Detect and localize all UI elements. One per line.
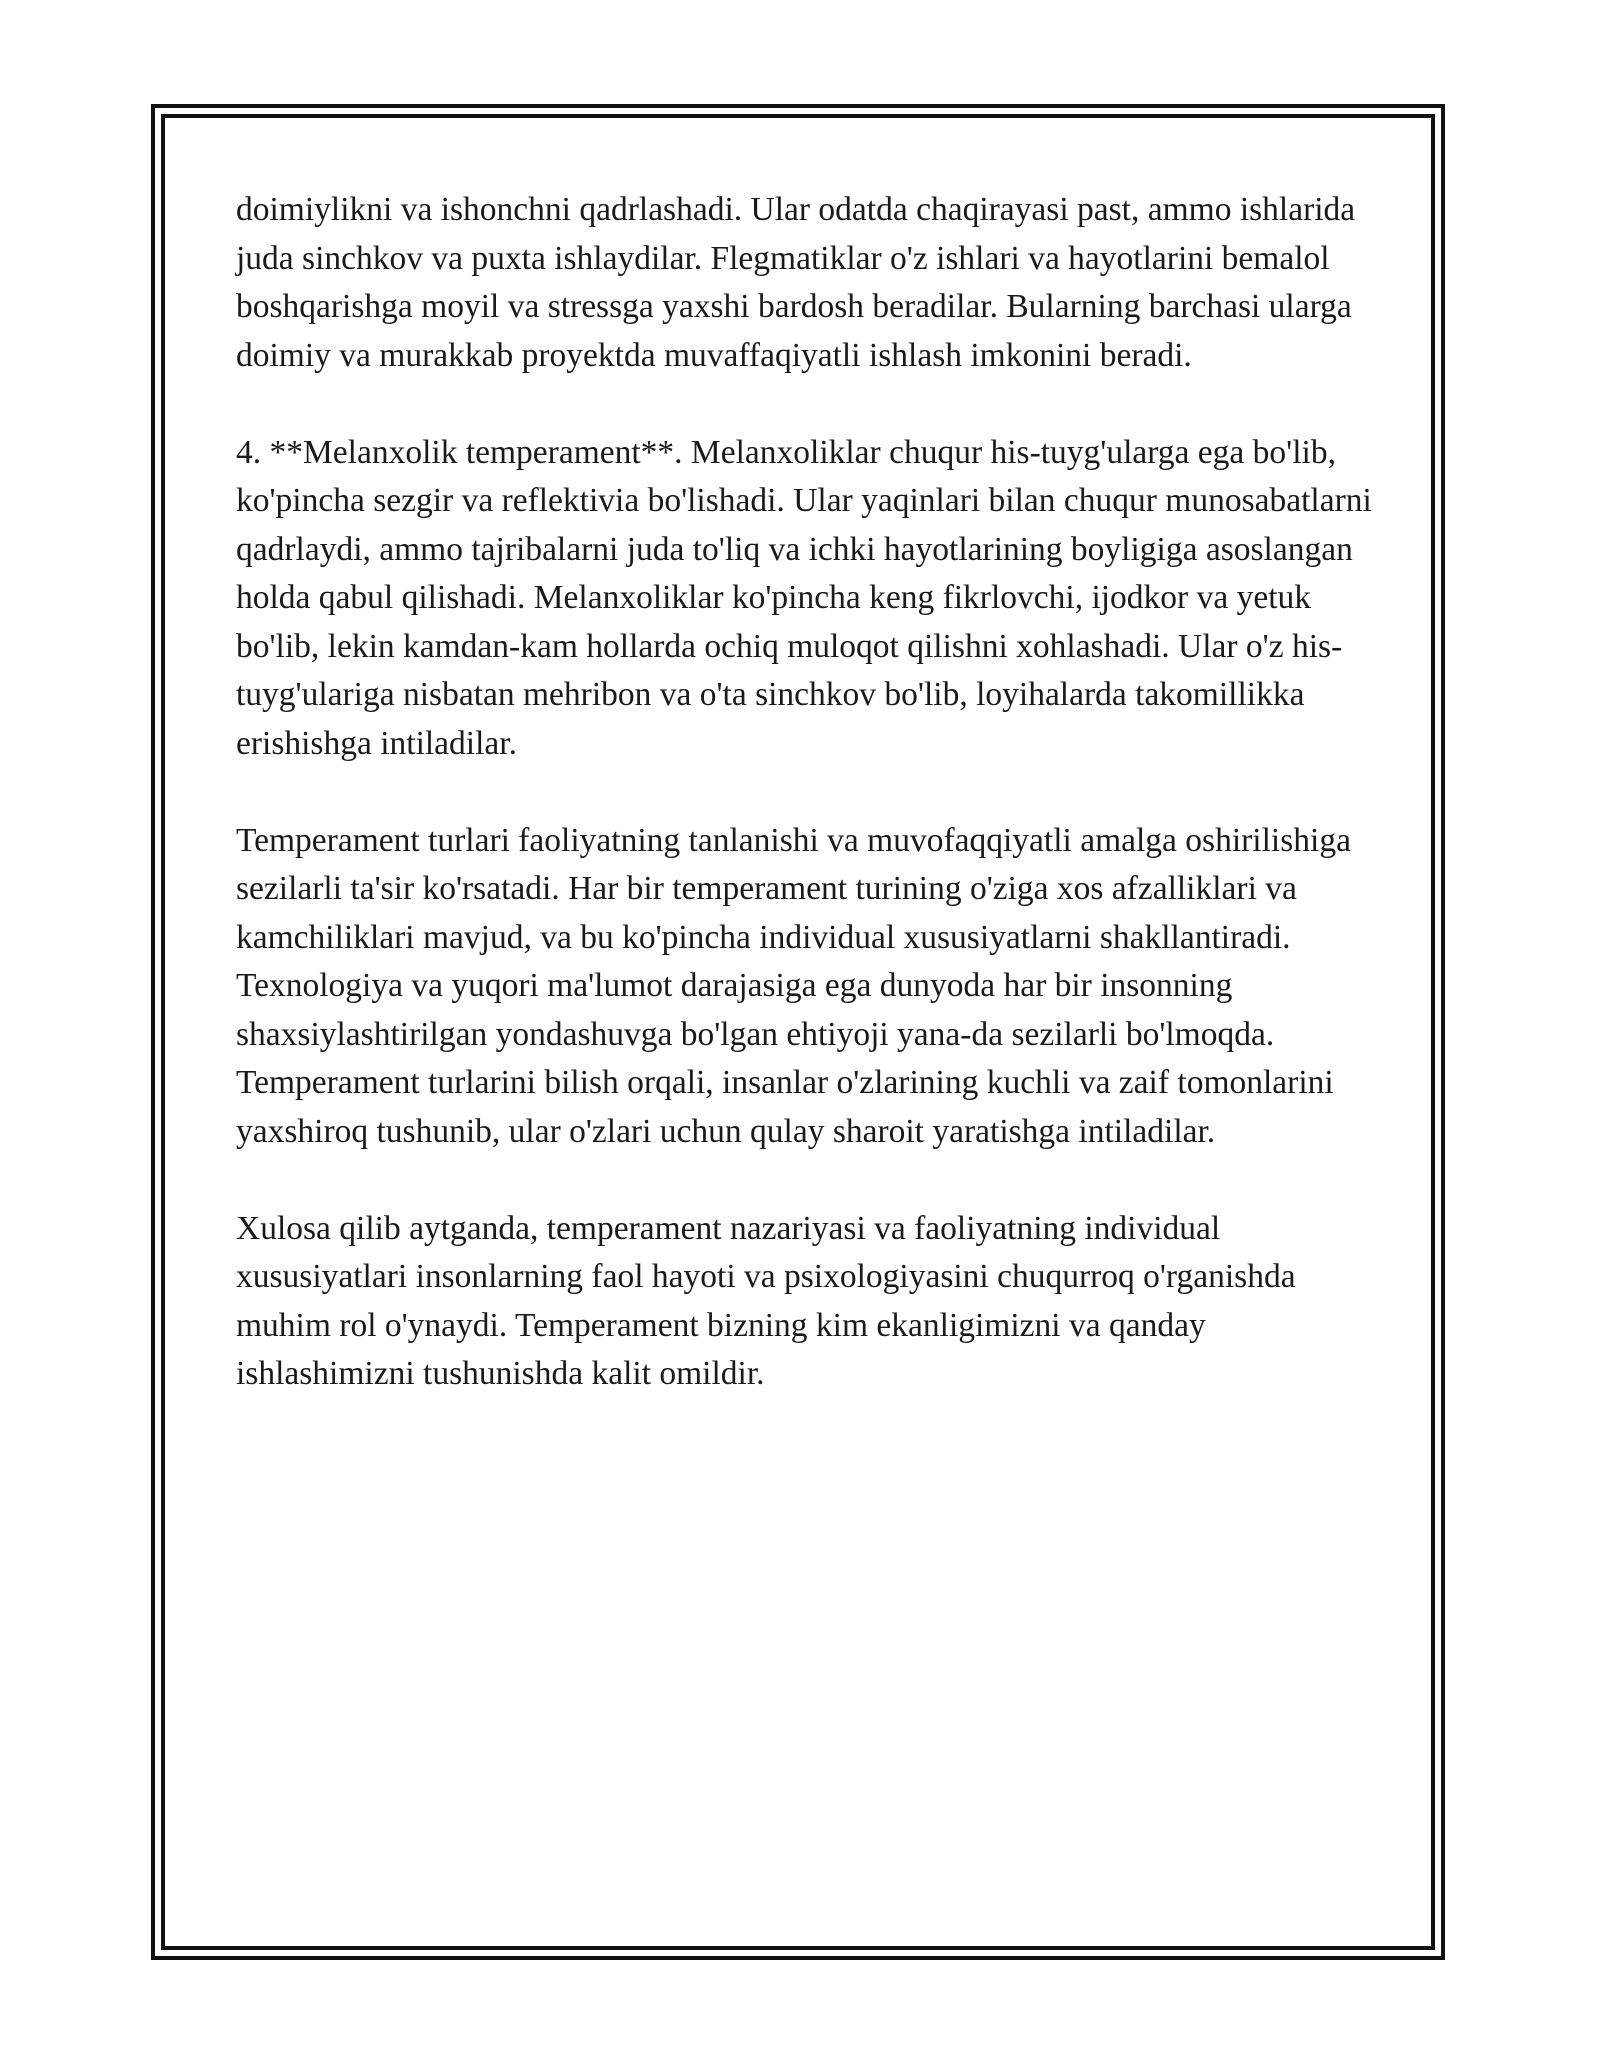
paragraph-xulosa: Xulosa qilib aytganda, temperament nazariyasi va faoliyatning individual xususiyatlari insonlarning faol hayoti va psixologiyasini chuqurroq o'rganishda muhim rol o'ynaydi. Temperament bizning kim ekanligimizni va qanday ishlashimizni tushunishda kalit omildir. <box>236 1209 1296 1392</box>
paragraph-flegmatik-continuation: doimiylikni va ishonchni qadrlashadi. Ular odatda chaqirayasi past, ammo ishlarida juda sinchkov va puxta ishlaydilar. Flegmatiklar o'z ishlari va hayotlarini bemalol boshqarishga moyil va stressga yaxshi bardosh beradilar. Bularning barchasi ularga doimiy va murakkab proyektda muvaffaqiyatli ishlash imkonini beradi. <box>236 191 1356 374</box>
paragraph-temperament-turlari: Temperament turlari faoliyatning tanlanishi va muvofaqqiyatli amalga oshirilishiga sezilarli ta'sir ko'rsatadi. Har bir temperament turining o'ziga xos afzalliklari va kamchiliklari mavjud, va bu ko'pincha individual xususiyatlarni shakllantiradi. Texnologiya va yuqori ma'lumot darajasiga ega dunyoda har bir insonning shaxsiylashtirilgan yondashuvga bo'lgan ehtiyoji yana-da sezilarli bo'lmoqda. Temperament turlarini bilish orqali, insanlar o'zlarining kuchli va zaif tomonlarini yaxshiroq tushunib, ular o'zlari uchun qulay sharoit yaratishga intiladilar. <box>236 821 1351 1150</box>
document-body <box>236 186 1376 1399</box>
paragraph-melanxolik-temperament: 4. **Melanxolik temperament**. Melanxoliklar chuqur his-tuyg'ularga ega bo'lib, ko'pincha sezgir va reflektivia bo'lishadi. Ular yaqinlari bilan chuqur munosabatlarni qadrlaydi, ammo tajribalarni juda to'liq va ichki hayotlarining boyligiga asoslangan holda qabul qilishadi. Melanxoliklar ko'pincha keng fikrlovchi, ijodkor va yetuk bo'lib, lekin kamdan-kam hollarda ochiq muloqot qilishni xohlashadi. Ular o'z his-tuyg'ulariga nisbatan mehribon va o'ta sinchkov bo'lib, loyihalarda takomillikka erishishga intiladilar. <box>236 433 1372 762</box>
